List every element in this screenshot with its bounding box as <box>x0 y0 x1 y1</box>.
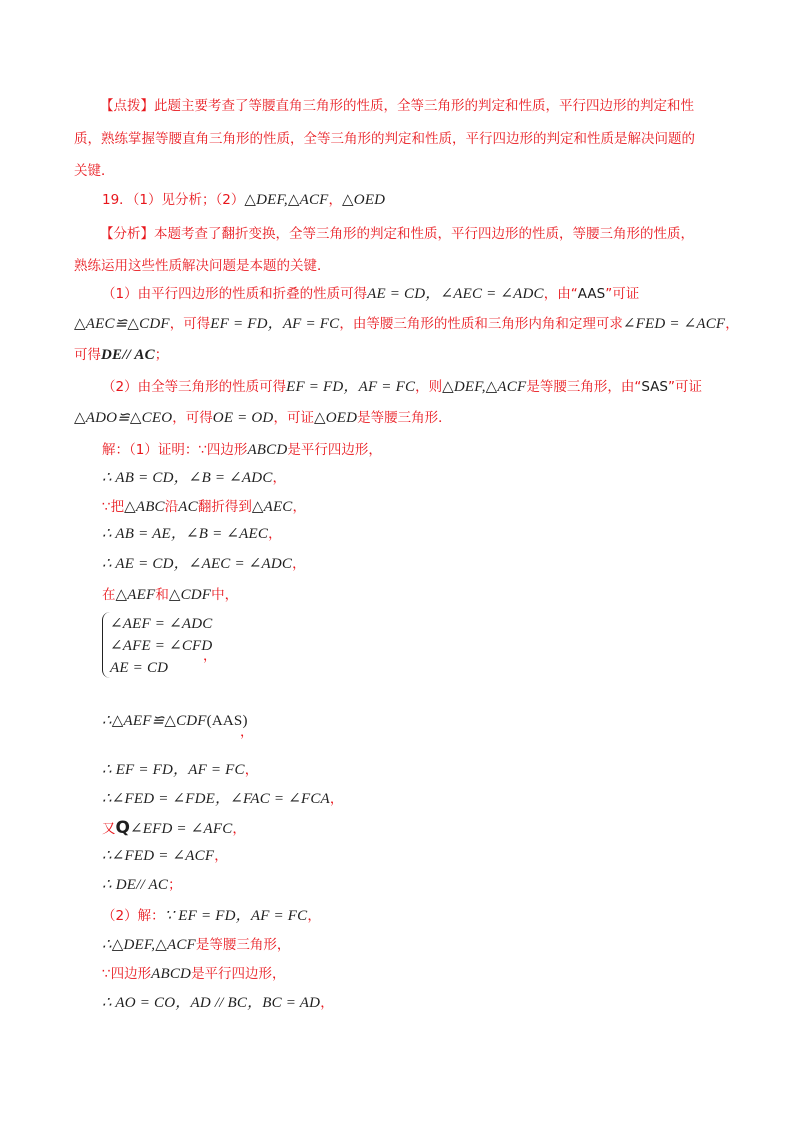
sol-line-15 <box>102 964 286 984</box>
sol-math: △ABC <box>124 499 165 515</box>
sol-text: 是平行四边形， <box>287 442 382 458</box>
sol-punct: ， <box>268 526 282 542</box>
sol-text: 在 <box>102 587 116 603</box>
part2-text-5: ，可得 <box>172 410 213 426</box>
sol-punct: ， <box>329 791 344 807</box>
hint-line-1: 【点拨】此题主要考查了等腰直角三角形的性质，全等三角形的判定和性质，平行四边形的判定和性 <box>100 98 694 114</box>
sol-math: ∵ EF = FD，AF = FC <box>164 908 308 924</box>
part2-math-3: △ADO≌△CEO <box>74 410 173 426</box>
part1-math-2: △AEC≌△CDF <box>74 316 170 332</box>
sol-math: ∴ AO = CO，AD // BC，BC = AD <box>102 995 321 1011</box>
part1-math-3: EF = FD，AF = FC <box>210 316 340 332</box>
sol-line-14 <box>102 935 290 955</box>
analysis-line-1: 【分析】本题考查了翻折变换，全等三角形的判定和性质，平行四边形的性质，等腰三角形的性质， <box>100 226 694 242</box>
sol-math: ∴△DEF,△ACF <box>102 937 196 953</box>
part1-math-5: DE// AC <box>101 347 155 363</box>
part1-text-8: ； <box>154 347 169 363</box>
brace-math: ∠AFE = ∠CFD <box>110 638 213 654</box>
sol-math: △CDF <box>168 587 212 603</box>
part2-line-2 <box>74 408 452 428</box>
sol-punct: ， <box>272 470 287 486</box>
sol-punct: ， <box>244 762 259 778</box>
part1-line-2 <box>74 314 739 334</box>
sol-text: （2）解： <box>102 908 165 924</box>
sol-line-8 <box>102 760 258 780</box>
sol-line-7-comma: ， <box>240 724 254 740</box>
sol-punct: ， <box>292 499 307 515</box>
part2-line-1 <box>102 377 702 397</box>
sol-math: ∴ AB = CD，∠B = ∠ADC <box>102 470 273 486</box>
part2-text-1: （2）由全等三角形的性质可得 <box>102 379 287 395</box>
sol-line-16 <box>102 993 334 1013</box>
sol-punct: ， <box>307 908 321 924</box>
sol-line-12 <box>102 875 182 895</box>
part1-aas: AAS <box>577 286 606 302</box>
part1-text-2: ，由“ <box>543 286 578 302</box>
part2-text-2: ，则 <box>415 379 443 395</box>
sol-line-5 <box>102 554 306 574</box>
sol-line-9 <box>102 789 343 809</box>
part1-text-6: ， <box>725 316 739 332</box>
part1-math-4: ∠FED = ∠ACF <box>622 316 726 332</box>
hint-line-3: 关键． <box>74 163 115 179</box>
sol-math: AC <box>178 499 198 515</box>
sol-math: ∴∠FED = ∠FDE，∠FAC = ∠FCA <box>102 791 330 807</box>
q19-math-1: △DEF,△ACF <box>244 192 329 208</box>
sol-math: ∴△AEF≌△CDF <box>102 713 207 729</box>
part2-math-5: △OED <box>313 410 358 426</box>
sol-math: ∴∠FED = ∠ACF <box>102 848 215 864</box>
part2-math-4: OE = OD <box>212 410 274 426</box>
brace-math: AE = CD <box>110 660 169 676</box>
part2-math-1: EF = FD，AF = FC <box>286 379 416 395</box>
part1-text-4: ，可得 <box>169 316 211 332</box>
part1-line-3 <box>74 345 168 365</box>
part1-text-3: ”可证 <box>605 286 640 302</box>
part2-sas: SAS <box>641 379 668 395</box>
sol-math: △AEC <box>251 499 293 515</box>
sol-punct: ， <box>214 848 228 864</box>
sol-punct: ， <box>232 821 246 837</box>
part1-text-5: ，由等腰三角形的性质和三角形内角和定理可求 <box>339 316 623 332</box>
sol-math: △AEF <box>115 587 156 603</box>
sol-math: ABCD <box>151 966 192 982</box>
sol-punct: ； <box>168 877 182 893</box>
q19-math-2: △OED <box>342 192 386 208</box>
part2-math-2: △DEF,△ACF <box>442 379 527 395</box>
sol-math: ABCD <box>247 442 288 458</box>
sol-line-7 <box>102 711 248 731</box>
q19-head: 19．（1）见分析；（2） <box>102 192 245 208</box>
hint-line-2: 质，熟练掌握等腰直角三角形的性质，全等三角形的判定和性质，平行四边形的判定和性质是解决问题的 <box>74 131 695 147</box>
brace-eq-1 <box>110 614 212 634</box>
brace-math: ∠AEF = ∠ADC <box>110 616 213 632</box>
sol-line-6 <box>102 585 238 605</box>
part2-text-6: ，可证 <box>273 410 314 426</box>
sol-line-10 <box>102 818 246 839</box>
sol-line-4 <box>102 524 282 544</box>
part2-text-3: 是等腰三角形，由“ <box>526 379 642 395</box>
part1-text-1: （1）由平行四边形的性质和折叠的性质可得 <box>102 286 368 302</box>
sol-math: ∴ EF = FD，AF = FC <box>102 762 245 778</box>
sol-line-13 <box>102 906 321 926</box>
part1-text-7: 可得 <box>74 347 101 363</box>
analysis-line-2: 熟练运用这些性质解决问题是本题的关键． <box>74 258 331 274</box>
sol-text: ∵把 <box>102 499 125 515</box>
sol-symbol-q: Q <box>115 818 130 838</box>
sol-line-11 <box>102 846 228 866</box>
sol-text: 翻折得到 <box>197 499 252 515</box>
sol-line-3 <box>102 497 306 517</box>
sol-text: 解：（1）证明：∵四边形 <box>102 442 248 458</box>
part2-text-4: ”可证 <box>667 379 702 395</box>
brace-comma: ， <box>203 648 217 664</box>
brace-eq-3 <box>110 658 168 678</box>
sol-punct: ， <box>320 995 334 1011</box>
sol-text: 是等腰三角形， <box>195 937 291 953</box>
sol-text: 是平行四边形， <box>191 966 286 982</box>
part1-line-1 <box>102 284 639 304</box>
q19-answer <box>102 190 385 210</box>
sol-math: ∠EFD = ∠AFC <box>129 821 233 837</box>
brace-eq-2 <box>110 636 212 656</box>
part1-math-1: AE = CD，∠AEC = ∠ADC <box>367 286 544 302</box>
q19-sep: ， <box>328 192 343 208</box>
sol-math-aas: (AAS) <box>206 713 248 729</box>
sol-text: 和 <box>155 587 169 603</box>
sol-math: ∴ AB = AE，∠B = ∠AEC <box>102 526 269 542</box>
sol-text: ∵四边形 <box>102 966 152 982</box>
part2-text-7: 是等腰三角形． <box>357 410 452 426</box>
sol-text: 又 <box>102 821 116 837</box>
sol-math: ∴ DE// AC <box>102 877 169 893</box>
sol-math: ∴ AE = CD，∠AEC = ∠ADC <box>102 556 293 572</box>
sol-line-1 <box>102 440 382 460</box>
sol-line-2 <box>102 468 286 488</box>
sol-text: 沿 <box>164 499 179 515</box>
sol-text: 中， <box>211 587 239 603</box>
sol-punct: ， <box>292 556 306 572</box>
